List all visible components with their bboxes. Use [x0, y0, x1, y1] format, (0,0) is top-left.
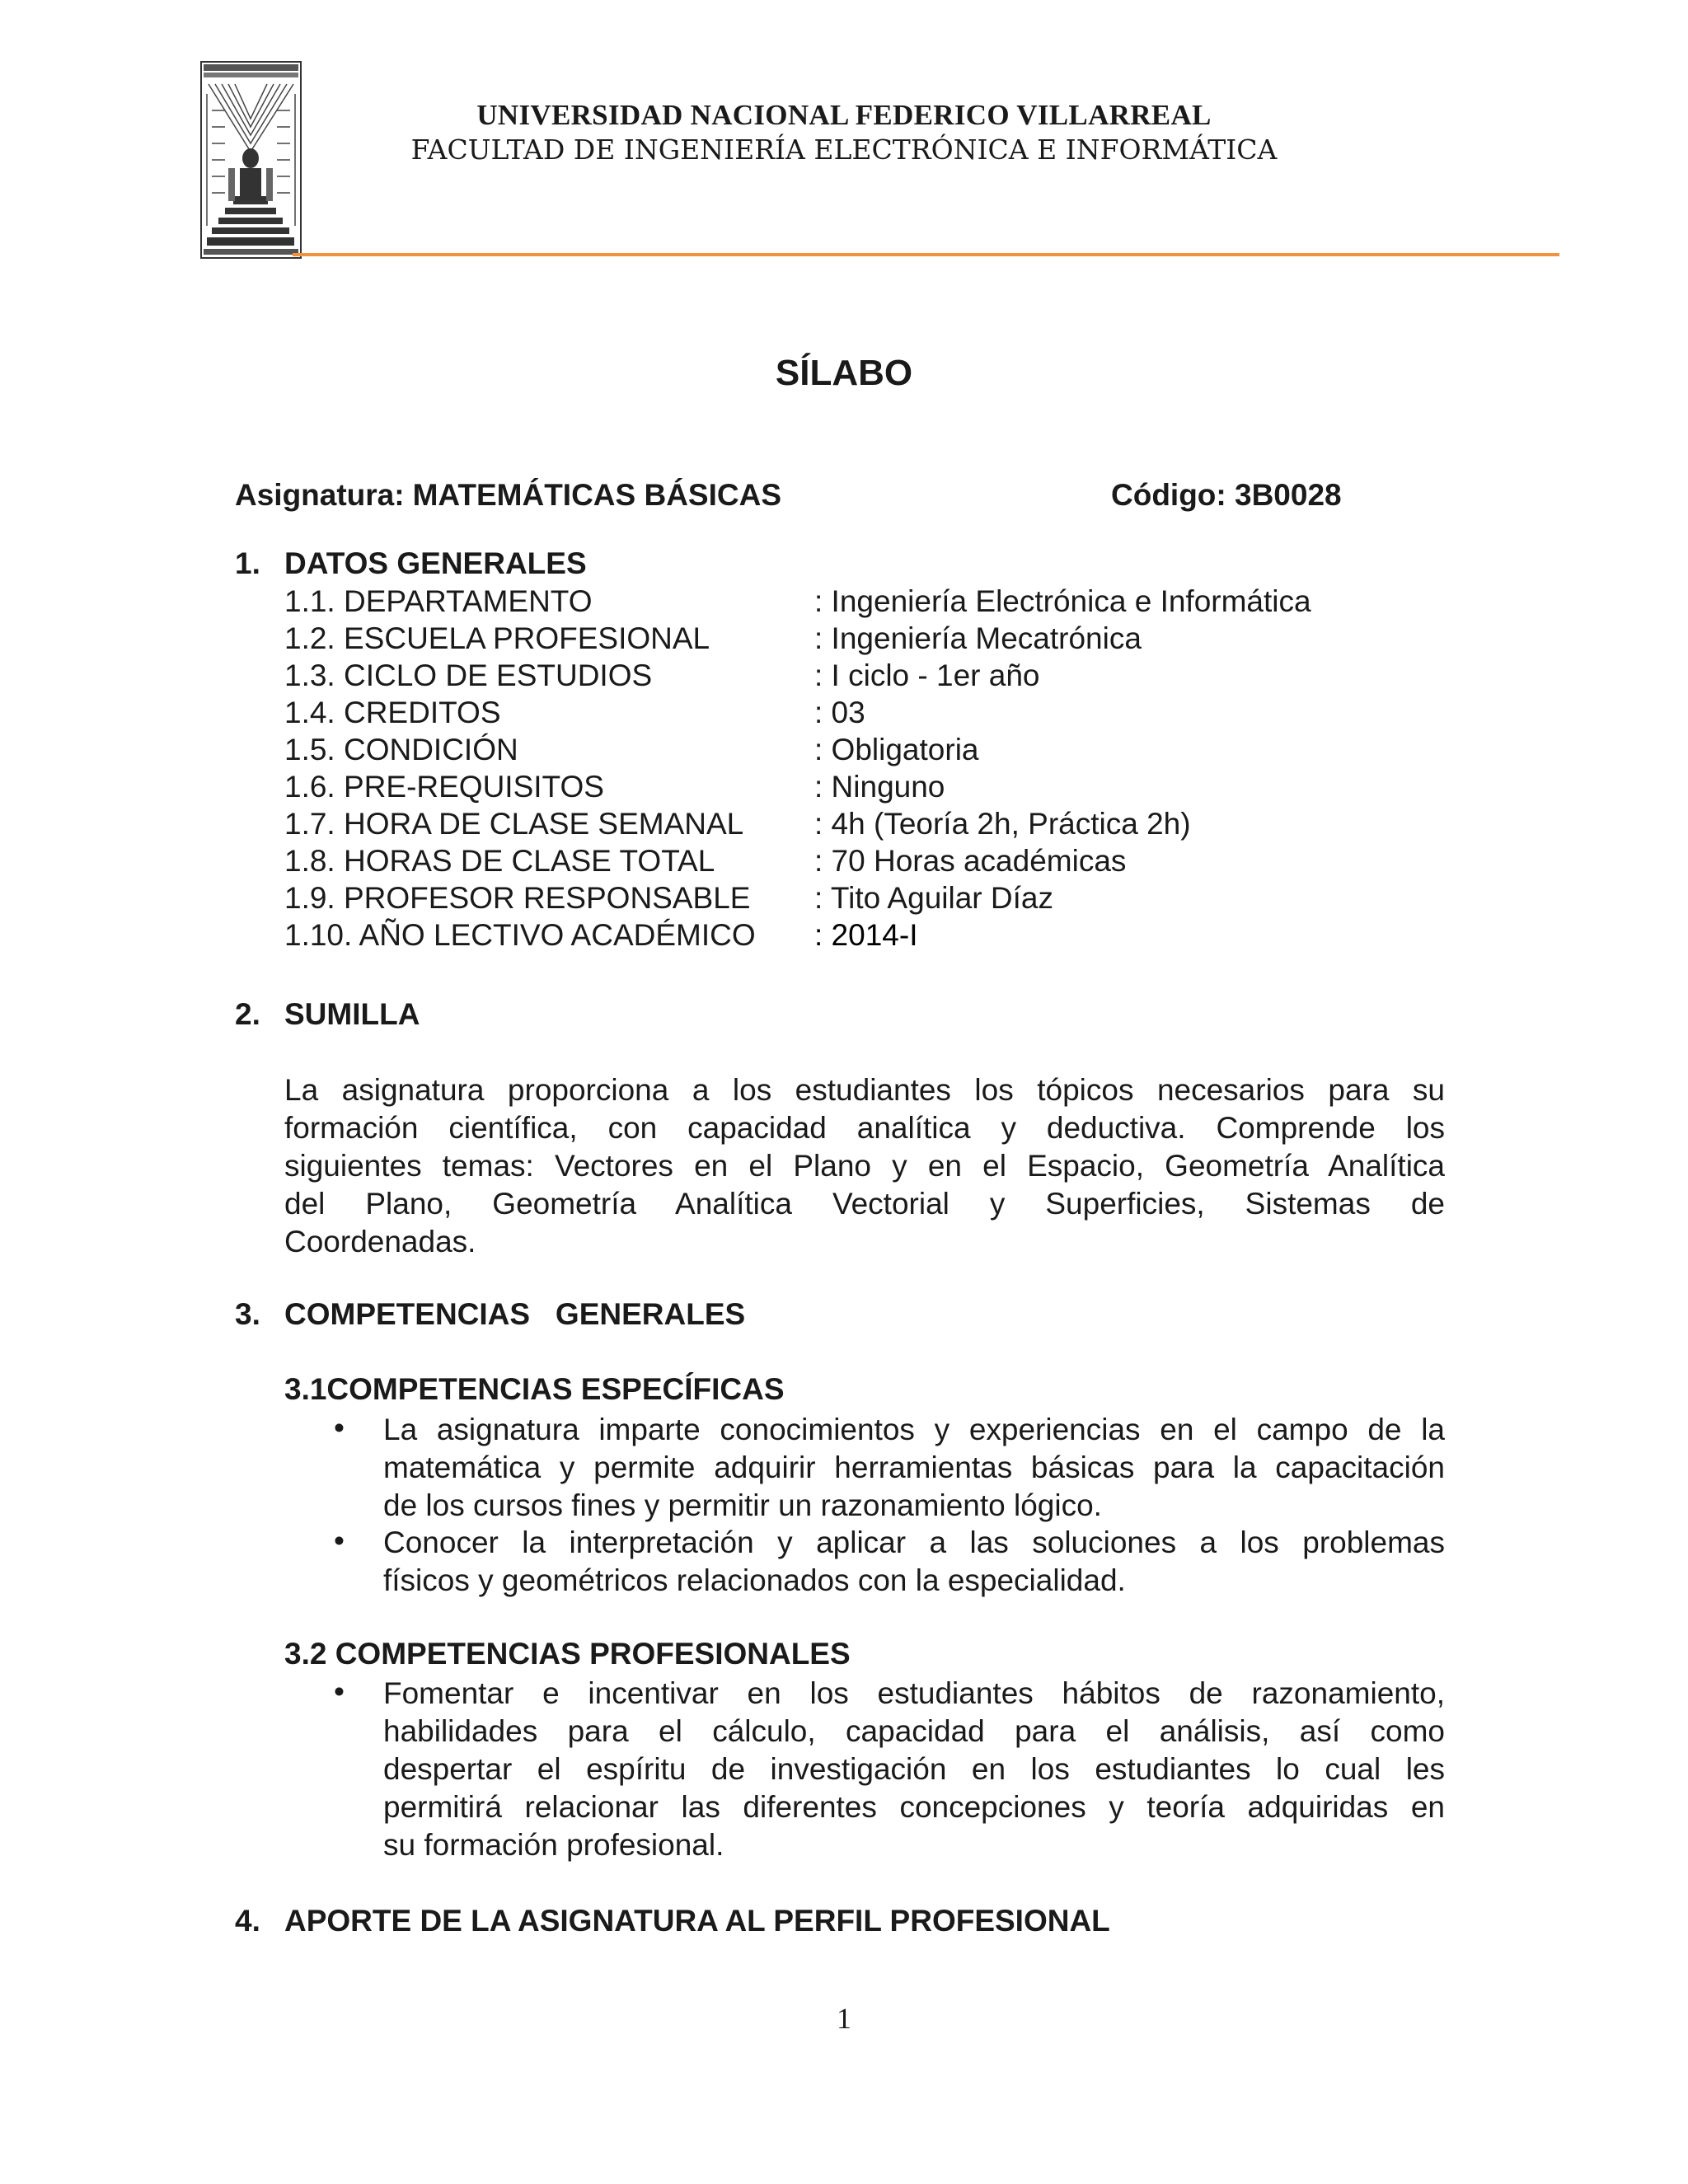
bullet-icon: •: [334, 1411, 345, 1445]
bullet-line: matemática y permite adquirir herramientas básicas para la capacitación: [383, 1451, 1445, 1484]
section-number: 2.: [235, 997, 260, 1031]
section-heading-4: [235, 1904, 1110, 1938]
datos-value: : Obligatoria: [814, 733, 979, 766]
datos-row: [284, 696, 865, 730]
bullet-icon: •: [334, 1675, 345, 1708]
section-heading-2: [235, 997, 420, 1032]
subsection-heading-3-1: 3.1COMPETENCIAS ESPECÍFICAS: [284, 1372, 785, 1406]
datos-value: : Tito Aguilar Díaz: [814, 881, 1053, 915]
asignatura-value: MATEMÁTICAS BÁSICAS: [412, 478, 781, 512]
bullet-line: Fomentar e incentivar en los estudiantes hábitos de razonamiento,: [383, 1676, 1445, 1710]
section-title: APORTE DE LA ASIGNATURA AL PERFIL PROFESIONAL: [284, 1904, 1110, 1938]
section-title: COMPETENCIAS GENERALES: [284, 1297, 746, 1331]
datos-row: [284, 621, 1142, 656]
page-number: 1: [837, 2002, 851, 2035]
document-title: SÍLABO: [775, 353, 913, 393]
bullet-line: habilidades para el cálculo, capacidad para el análisis, así como: [383, 1714, 1445, 1748]
bullet-line: su formación profesional.: [383, 1828, 724, 1862]
bullet-line: físicos y geométricos relacionados con la especialidad.: [383, 1563, 1126, 1597]
section-title: SUMILLA: [284, 997, 420, 1031]
bullet-icon: •: [334, 1524, 345, 1558]
paragraph-line: La asignatura proporciona a los estudiantes los tópicos necesarios para su: [284, 1073, 1445, 1107]
datos-row: [284, 807, 1191, 841]
faculty-name: FACULTAD DE INGENIERÍA ELECTRÓNICA E INFORMÁTICA: [410, 134, 1278, 166]
asignatura-label: Asignatura:: [235, 478, 405, 512]
datos-label: 1.10. AÑO LECTIVO ACADÉMICO: [284, 918, 756, 952]
section-heading-3: [235, 1297, 745, 1332]
datos-value: : Ingeniería Electrónica e Informática: [814, 584, 1311, 618]
bullet-line: permitirá relacionar las diferentes concepciones y teoría adquiridas en: [383, 1790, 1445, 1824]
bullet-item: [383, 1411, 1445, 1525]
section-title: DATOS GENERALES: [284, 546, 587, 580]
datos-row: [284, 918, 917, 953]
paragraph-line: Coordenadas.: [284, 1225, 476, 1258]
datos-value: : 03: [814, 696, 865, 729]
datos-row: [284, 770, 945, 804]
datos-value: : Ingeniería Mecatrónica: [814, 621, 1142, 655]
datos-label: 1.6. PRE-REQUISITOS: [284, 770, 604, 804]
section-number: 4.: [235, 1904, 260, 1938]
bullet-line: La asignatura imparte conocimientos y experiencias en el campo de la: [383, 1413, 1445, 1446]
datos-label: 1.7. HORA DE CLASE SEMANAL: [284, 807, 744, 841]
datos-value: : 70 Horas académicas: [814, 844, 1127, 878]
datos-label: 1.3. CICLO DE ESTUDIOS: [284, 658, 653, 692]
paragraph-line: siguientes temas: Vectores en el Plano y en el Espacio, Geometría Analítica: [284, 1149, 1445, 1183]
datos-label: 1.5. CONDICIÓN: [284, 733, 518, 766]
asignatura-line: [235, 478, 781, 513]
datos-value: : 4h (Teoría 2h, Práctica 2h): [814, 807, 1191, 841]
datos-value: : I ciclo - 1er año: [814, 658, 1040, 692]
datos-row: [284, 658, 1040, 693]
section-number: 1.: [235, 546, 260, 580]
paragraph-line: formación científica, con capacidad analítica y deductiva. Comprende los: [284, 1111, 1445, 1145]
section-number: 3.: [235, 1297, 260, 1331]
datos-row: [284, 584, 1311, 619]
section-heading-1: [235, 546, 587, 581]
datos-label: 1.9. PROFESOR RESPONSABLE: [284, 881, 751, 915]
datos-value: : Ninguno: [814, 770, 945, 804]
bullet-line: despertar el espíritu de investigación en los estudiantes lo cual les: [383, 1752, 1445, 1786]
datos-label: 1.8. HORAS DE CLASE TOTAL: [284, 844, 715, 878]
datos-label: 1.1. DEPARTAMENTO: [284, 584, 593, 618]
datos-row: [284, 733, 979, 767]
datos-value: : 2014-I: [814, 918, 918, 952]
bullet-item: [383, 1524, 1445, 1600]
bullet-line: Conocer la interpretación y aplicar a las soluciones a los problemas: [383, 1526, 1445, 1559]
bullet-item: [383, 1675, 1445, 1864]
datos-row: [284, 881, 1053, 916]
bullet-line: de los cursos fines y permitir un razonamiento lógico.: [383, 1488, 1102, 1522]
header-divider: [293, 253, 1559, 256]
sumilla-paragraph: [284, 1071, 1445, 1261]
course-code: Código: 3B0028: [1111, 478, 1342, 512]
subsection-heading-3-2: 3.2 COMPETENCIAS PROFESIONALES: [284, 1637, 851, 1671]
university-name: UNIVERSIDAD NACIONAL FEDERICO VILLARREAL: [476, 99, 1212, 131]
datos-label: 1.2. ESCUELA PROFESIONAL: [284, 621, 710, 655]
datos-row: [284, 844, 1126, 879]
paragraph-line: del Plano, Geometría Analítica Vectorial y Superficies, Sistemas de: [284, 1187, 1445, 1221]
datos-label: 1.4. CREDITOS: [284, 696, 501, 729]
